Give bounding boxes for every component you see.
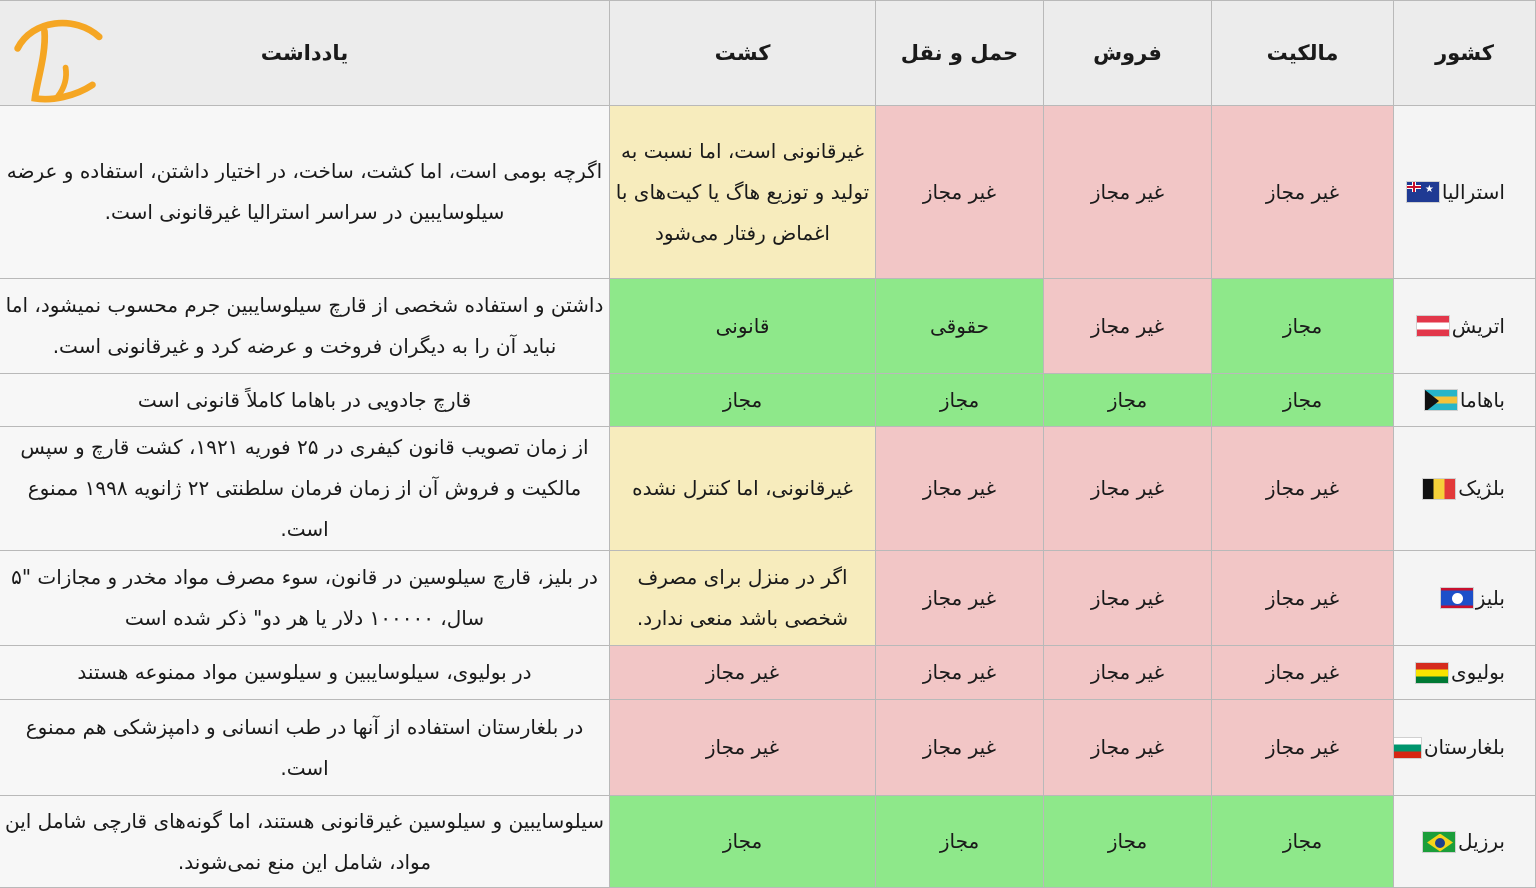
sale-cell: غیر مجاز (1044, 279, 1212, 374)
sale-cell: غیر مجاز (1044, 427, 1212, 551)
cultivation-cell: غیر مجاز (610, 700, 876, 796)
header-note: یادداشت (0, 1, 610, 106)
transport-cell: مجاز (876, 374, 1044, 427)
belize-flag-icon (1440, 587, 1474, 609)
transport-cell: غیر مجاز (876, 700, 1044, 796)
bahamas-flag-icon (1424, 389, 1458, 411)
country-cell (1394, 646, 1536, 700)
ownership-cell: غیر مجاز (1212, 646, 1394, 700)
note-cell: قارچ جادویی در باهاما کاملاً قانونی است (0, 374, 610, 427)
sale-cell: غیر مجاز (1044, 700, 1212, 796)
note-cell: داشتن و استفاده شخصی از قارچ سیلوسایبین جرم محسوب نمیشود، اما نباید آن را به دیگران فروخت و عرضه کرد و غیرقانونی است. (0, 279, 610, 374)
country-cell (1394, 700, 1536, 796)
cultivation-cell: غیر مجاز (610, 646, 876, 700)
country-cell (1394, 106, 1536, 279)
table-row (0, 374, 1536, 427)
ownership-cell: مجاز (1212, 279, 1394, 374)
country-cell (1394, 796, 1536, 888)
transport-cell: غیر مجاز (876, 427, 1044, 551)
transport-cell: مجاز (876, 796, 1044, 888)
note-cell: در بلیز، قارچ سیلوسین در قانون، سوء مصرف مواد مخدر و مجازات "۵ سال، ۱۰۰۰۰۰ دلار یا هر دو" ذکر شده است (0, 551, 610, 646)
table-row (0, 700, 1536, 796)
ownership-cell: غیر مجاز (1212, 106, 1394, 279)
header-transport: حمل و نقل (876, 1, 1044, 106)
table-row (0, 427, 1536, 551)
sale-cell: مجاز (1044, 374, 1212, 427)
note-cell: در بولیوی، سیلوسایبین و سیلوسین مواد ممنوعه هستند (0, 646, 610, 700)
australia-flag-icon (1406, 181, 1440, 203)
bulgaria-flag-icon (1394, 737, 1422, 759)
note-cell: از زمان تصویب قانون کیفری در ۲۵ فوریه ۱۹۲۱، کشت قارچ و سپس مالکیت و فروش آن از زمان فرمان سلطنتی ۲۲ ژانویه ۱۹۹۸ ممنوع است. (0, 427, 610, 551)
note-cell: اگرچه بومی است، اما کشت، ساخت، در اختیار داشتن، استفاده و عرضه سیلوسایبین در سراسر استرالیا غیرقانونی است. (0, 106, 610, 279)
sale-cell: مجاز (1044, 796, 1212, 888)
country-name: باهاما (1459, 387, 1505, 412)
country-name: بلژیک (1458, 476, 1505, 500)
austria-flag-icon (1416, 315, 1450, 337)
cultivation-cell: اگر در منزل برای مصرف شخصی باشد منعی ندارد. (610, 551, 876, 646)
header-ownership: مالکیت (1212, 1, 1394, 106)
country-name: برزیل (1458, 829, 1505, 853)
header-country: کشور (1394, 1, 1536, 106)
sale-cell: غیر مجاز (1044, 106, 1212, 279)
table-row (0, 796, 1536, 888)
cultivation-cell: غیرقانونی، اما کنترل نشده (610, 427, 876, 551)
country-name: بلیز (1475, 585, 1505, 610)
sale-cell: غیر مجاز (1044, 646, 1212, 700)
note-cell: در بلغارستان استفاده از آنها در طب انسانی و دامپزشکی هم ممنوع است. (0, 700, 610, 796)
country-name: اتریش (1451, 313, 1505, 338)
cultivation-cell: غیرقانونی است، اما نسبت به تولید و توزیع هاگ یا کیت‌های با اغماض رفتار می‌شود (610, 106, 876, 279)
bolivia-flag-icon (1415, 662, 1449, 684)
country-name: استرالیا (1441, 179, 1505, 204)
transport-cell: حقوقی (876, 279, 1044, 374)
transport-cell: غیر مجاز (876, 551, 1044, 646)
transport-cell: غیر مجاز (876, 646, 1044, 700)
cultivation-cell: مجاز (610, 796, 876, 888)
ownership-cell: مجاز (1212, 374, 1394, 427)
belgium-flag-icon (1422, 478, 1456, 500)
table-row (0, 279, 1536, 374)
country-cell (1394, 551, 1536, 646)
table-row (0, 646, 1536, 700)
note-cell: سیلوسایبین و سیلوسین غیرقانونی هستند، اما گونه‌های قارچی شامل این مواد، شامل این منع نمی‌شوند. (0, 796, 610, 888)
brazil-flag-icon (1422, 831, 1456, 853)
country-cell (1394, 374, 1536, 427)
transport-cell: غیر مجاز (876, 106, 1044, 279)
sale-cell: غیر مجاز (1044, 551, 1212, 646)
country-name: بولیوی (1450, 660, 1505, 684)
country-cell (1394, 427, 1536, 551)
ownership-cell: غیر مجاز (1212, 700, 1394, 796)
ownership-cell: غیر مجاز (1212, 427, 1394, 551)
cultivation-cell: مجاز (610, 374, 876, 427)
header-row (0, 1, 1536, 106)
header-sale: فروش (1044, 1, 1212, 106)
table-row (0, 551, 1536, 646)
header-cultivation: کشت (610, 1, 876, 106)
table-row (0, 106, 1536, 279)
ownership-cell: مجاز (1212, 796, 1394, 888)
country-name: بلغارستان (1423, 735, 1505, 759)
country-cell (1394, 279, 1536, 374)
ownership-cell: غیر مجاز (1212, 551, 1394, 646)
cultivation-cell: قانونی (610, 279, 876, 374)
